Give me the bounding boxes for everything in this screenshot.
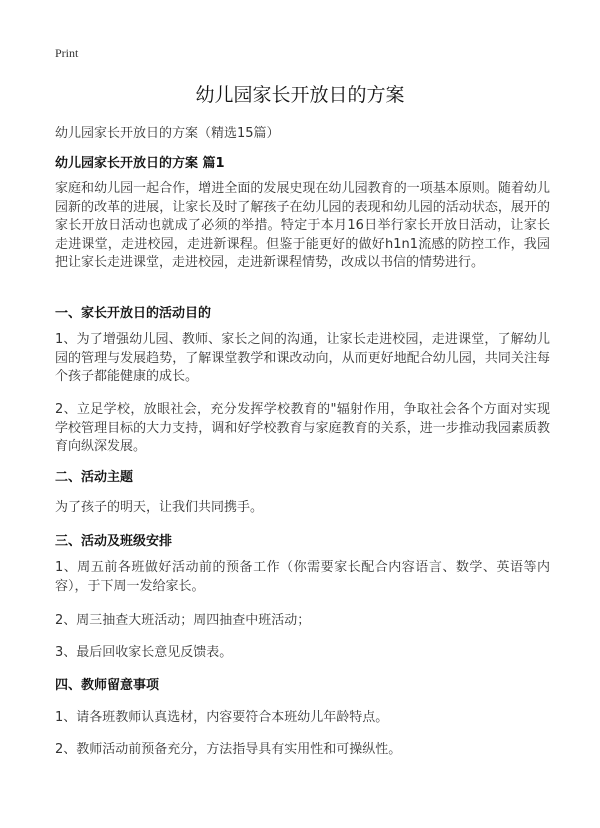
goal-item-2: 2、立足学校，放眼社会，充分发挥学校教育的"辐射作用，争取社会各个方面对实现学校管理目标的大力支持，调和好学校教育与家庭教育的关系，进一步推动我园素质教育向纵深发展。 (55, 402, 550, 455)
notes-item-2: 2、教师活动前预备充分，方法指导具有实用性和可操纵性。 (55, 742, 402, 757)
arrangement-item-3: 3、最后回收家长意见反馈表。 (55, 645, 233, 660)
section-heading-theme: 二、活动主题 (55, 470, 134, 485)
print-link[interactable]: Print (55, 46, 79, 60)
section-heading-arrangement: 三、活动及班级安排 (55, 534, 173, 549)
page-title: 幼儿园家长开放日的方案 (195, 84, 405, 106)
notes-item-1: 1、请各班教师认真选材，内容要符合本班幼儿年龄特点。 (55, 710, 389, 725)
section-heading-goal: 一、家长开放日的活动目的 (55, 306, 212, 321)
arrangement-item-1: 1、周五前各班做好活动前的预备工作（你需要家长配合内容语言、数学、英语等内容），于下周一发给家长。 (55, 560, 550, 594)
theme-text: 为了孩子的明天，让我们共同携手。 (55, 500, 264, 515)
section-heading-notes: 四、教师留意事项 (55, 678, 160, 693)
article-heading: 幼儿园家长开放日的方案 篇1 (55, 156, 225, 171)
arrangement-item-2: 2、周三抽查大班活动；周四抽查中班活动； (55, 613, 311, 628)
goal-item-1: 1、为了增强幼儿园、教师、家长之间的沟通，让家长走进校园，走进课堂，了解幼儿园的管理与发展趋势，了解课堂教学和课改动向，从而更好地配合幼儿园，共同关注每个孩子都能健康的成长。 (55, 332, 550, 385)
document-subtitle: 幼儿园家长开放日的方案（精选15篇） (55, 126, 280, 141)
intro-paragraph: 家庭和幼儿园一起合作，增进全面的发展史现在幼儿园教育的一项基本原则。随着幼儿园新的改革的进展，让家长及时了解孩子在幼儿园的表现和幼儿园的活动状态，展开的家长开放日活动也就成了必须的举措。特定于本月16日举行家长开放日活动，让家长走进课堂，走进校园，走进新课程。但鉴于能更好的做好h1n1流感的防控工作，我园把让家长走进课堂，走进校园，走进新课程情势，改成以书信的情势进行。 (55, 181, 550, 271)
